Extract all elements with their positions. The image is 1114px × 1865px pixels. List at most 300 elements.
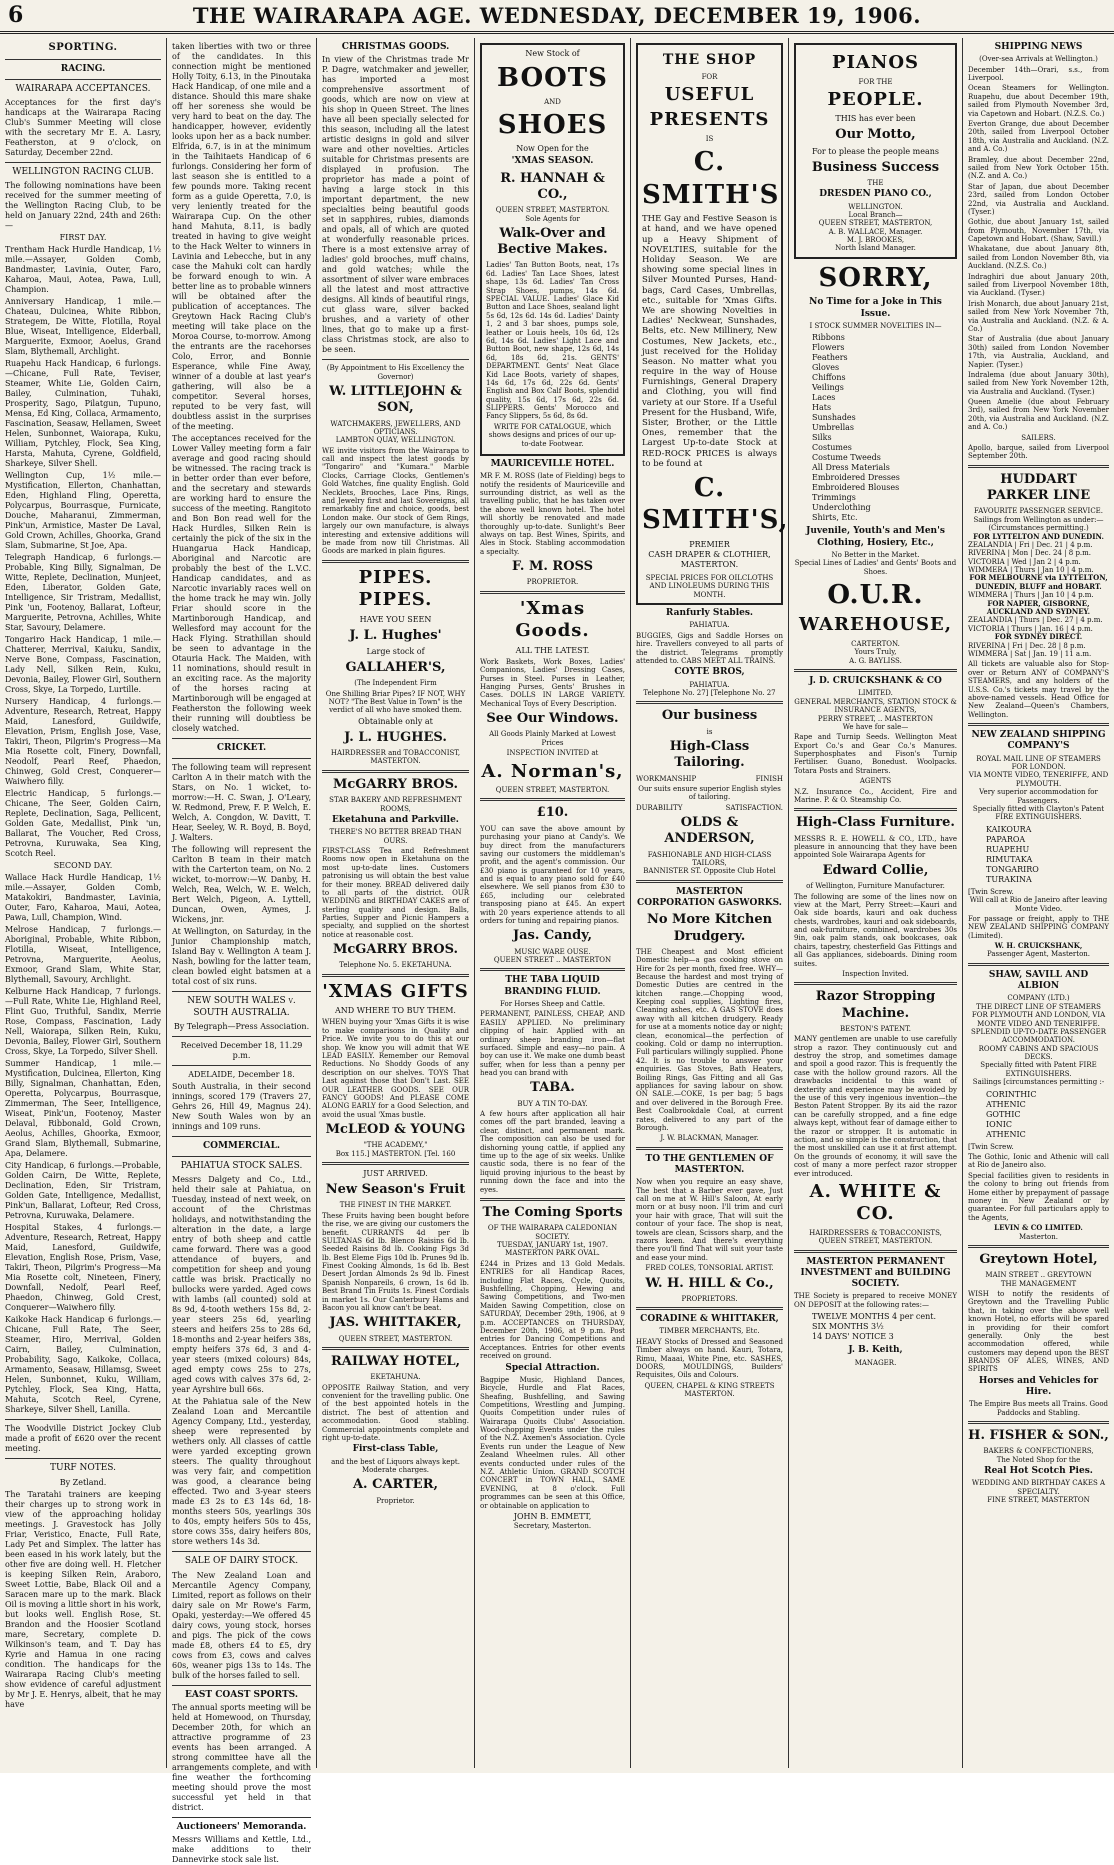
ad-line: Special Lines of Ladies' and Gents' Boots and Shoes.: [794, 559, 957, 576]
ad-line: PREMIER: [689, 539, 730, 549]
ad-line: MANAGER.: [854, 1358, 897, 1367]
advertiser-name: H. FISHER & SON.,: [968, 1428, 1109, 1444]
paragraph: The annual sports meeting will be held at Homewood, on Thursday, December 20th, for which an attractive programme of 23 events has been arranged. A strong committee have all the arrangements complete, and with fine weather the forthcoming meeting should prove the most successful yet held in that district.: [172, 1702, 311, 1812]
advertiser-name: C. SMITH'S: [642, 147, 780, 210]
ad-copy: Our suits ensure superior English styles of tailoring.: [638, 784, 781, 802]
novelty-item: Embroidered Blouses: [812, 483, 900, 493]
ad-headline: First-class Table,: [352, 1444, 439, 1455]
ad-line: No Better in the Market.: [831, 550, 920, 559]
paragraph: Summer Handicap, 1 mile.—Mystification, Dulcinea, Ellerton, King Billy, Signalman, Chanhattan, Eden, Operetta, Polycarpus, Bourrasque, Zimmerman, The Seer, Intelligence, Wiseat, Pink'un, Footenoy, Master Delaval, Ribbonald, Gold Crown, Aeolus, Achilles, Ghoorka, Exmoor, Grand Slam, Blythemall, Submarine, Apa, Delamere.: [5, 1059, 161, 1159]
article-heading: SALE OF DAIRY STOCK.: [184, 1556, 299, 1567]
ad-subheadline: THE FINEST IN THE MARKET.: [339, 1201, 452, 1210]
ad-subheadline: Special Attraction.: [505, 1362, 600, 1373]
advertiser-trade: CASH DRAPER & CLOTHIER,: [648, 549, 771, 559]
route-heading: FOR NAPIER, GISBORNE, AUCKLAND AND SYDNEY.: [986, 598, 1091, 617]
ad-copy: Ladies' Tan Button Boots, neat, 17s 6d. Ladies' Tan Lace Shoes, latest shape, 13s 6d. Ladies' Tan Cross Strap Shoes, pumps, 14s 6d. SPECIAL VALUE. Ladies' Glace Kid Button and Lace Shoes, sealand light 5s 6d, 12s 6d. 14s 6d. Ladies' Dainty 1, 2 and 3 bar shoes, pumps sole, leather or Louis heels, 10s 6d, 12s 6d, 14s 6d. Ladies' Light Lace and Button Boot, new shape, 12s 6d, 14s 6d, 18s 6d, 21s. GENTS' DEPARTMENT. Gents' Neat Glace Kid Lace Boots, variety of shapes, 14s 6d, 17s 6d, 22s 6d. Gents' English and Box Calf Boots, splendid quality, 15s 6d, 17s 6d, 22s 6d. SLIPPERS. Gents' Morocco and Fancy Slippers, 5s 6d, 8s 6d.: [486, 261, 619, 421]
advertiser-address: MASTERTON.: [680, 559, 739, 569]
advertiser-name: OLDS & ANDERSON,: [664, 815, 755, 847]
ad-labels-row: [636, 775, 783, 783]
route-heading: FOR LYTTELTON AND DUNEDIN.: [973, 531, 1104, 541]
ad-copy: All Goods Plainly Marked at Lowest Prices: [489, 730, 616, 747]
ad-copy: THE Cheapest and Most efficient Domestic help—a gas cooking stove on Hire for 2s per month, fixed free. WHY—Because the hardest and most trying of Domestic Duties are centred in the kitchen range.—Chopping wood, Keeping coal supplies, Lighting fires, Cleaning ashes, etc. A GAS STOVE does away with all kitchen drudgery. Ready for use at a moments notice day or night; clean, economical—the perfection of cooking. Cold or damp no interruption. Full particulars willingly supplied. Phone 42. It is no trouble to answer your enquiries. Gas Stoves, Bath Heaters, Boiling Rings, Gas Fitting and all Gas appliances for saving labour on show. ON SALE.—COKE, 1s per bag; 5 bags and over delivered in the Borough Free. Best Coalbrookdale Coal, at current rates, delivered to any part of the Borough.: [636, 947, 783, 1132]
advertiser-name: W. H. CRUICKSHANK,: [994, 941, 1083, 951]
novelty-item: Hats: [812, 403, 832, 413]
ad-line: Proprietor.: [376, 1496, 415, 1505]
column-smiths-ads: [630, 38, 788, 1768]
ad-headline: SHAW, SAVILL AND ALBION: [988, 969, 1089, 992]
novelty-list: [812, 333, 957, 523]
ad-copy: All tickets are valuable also for Stop-over or Return ANY of COMPANY'S STEAMERS, and any holders of the U.S.S. Co.'s tickets may travel by the above-named vessels. Head Office for New Zealand—Queen's Chambers, Wellington.: [968, 660, 1109, 719]
advertiser-address: QUEEN STREET, MASTERTON.: [818, 1237, 933, 1246]
smiths-ad: [636, 43, 789, 605]
paragraph: Electric Handicap, 5 furlongs.—Chicane, The Seer, Golden Cairn, Replete, Declination, Saga, Pellicent, Golden Gate, Medallist, Pink 'un, Ballarat, The Voucher, Red Cross, Petrovna, Kuruwaka, Sea King, Scotch Reel.: [5, 789, 161, 859]
ad-headline: High-Class Tailoring.: [669, 739, 750, 771]
ad-line: For Horses Sheep and Cattle.: [500, 999, 605, 1008]
paragraph: Messrs Williams and Kettle, Ltd., make additions to their Dannevirke stock sale list.: [172, 1835, 311, 1864]
advertiser-trade: "THE ACADEMY,": [363, 1141, 428, 1150]
advertiser-name: A. WHITE & CO.: [809, 1180, 942, 1225]
ad-line: VIA MONTE VIDEO, TENERIFFE, AND PLYMOUTH.: [968, 771, 1109, 788]
paragraph: The New Zealand Loan and Mercantile Agency Company, Limited, report as follows on their dairy sale on Mr Rowe's Farm, Opaki, yesterday:—We offered 45 dairy cows, young stock, horses and pigs. The pick of the cows made £8, others £4 to £5, dry cows from £3, cows and calves 60s, weaner pigs 13s to 14s. The bulk of the horses failed to sell.: [172, 1570, 311, 1680]
article-heading: NEW SOUTH WALES v. SOUTH AUSTRALIA.: [187, 996, 296, 1018]
paragraph: The following will represent the Carlton B team in their match with the Carterton team, on No. 2 wicket, to-morrow:—W. Danby, H. Welch, Rea, Welch, W. E. Welch, Bert Welch, Pigeon, A. Lyttell, Duncan, Owen, Aymes, J. Wickens, jnr.: [172, 845, 311, 925]
ad-label: SATISFACTION.: [725, 803, 783, 812]
ad-line: AGENTS: [859, 777, 892, 786]
novelty-item: Shirts, Etc.: [812, 513, 858, 523]
ship-list: [986, 825, 1109, 885]
ship-name: GOTHIC: [986, 1109, 1021, 1119]
ad-line: SPLENDID UP-TO-DATE PASSENGER ACCOMMODATION.: [970, 1027, 1107, 1045]
paragraph: Telegraph Handicap, 6 furlongs.—Probable, King Billy, Signalman, De Witte, Replete, Declination, Munjeet, Eden, Liberator, Golden Gate, Intelligence, Sir Tristram, Medallist, Pink 'un, Footenoy, Ballarat, Lofteur, Marguerite, Petrovna, Achilles, White Star, Savoury, Delamere.: [5, 553, 161, 633]
ad-line: Telephone No. 27] [Telephone No. 27: [643, 688, 776, 697]
advertiser-name: Jas. Candy,: [512, 928, 593, 944]
rate-row: 14 DAYS' NOTICE 3: [812, 1332, 894, 1342]
advertiser-trade: of Wellington, Furniture Manufacturer.: [806, 882, 945, 891]
paragraph: Messrs Dalgety and Co., Ltd., held their sale at Pahiatua, on Tuesday, instead of next week, on account of the Christmas holidays, and notwithstanding the alteration in the date, a large entry of both sheep and cattle came forward. There was a good attendance of buyers, and competition for sheep and young cattle was brisk. Practically no bullocks were yarded. Aged cows with lambs (all counted) sold at 8s 9d, 4-tooth wethers 15s 8d, 2-year steers 25s 6d, yearling steers and heifers 25s to 28s 6d, 18-months and 2-year heifers 38s, empty heifers 37s 6d, 3 and 4-year steers (mixed colours) 84s, aged empty cows 25s to 27s, aged cows with calves 37s 6d, 2-year Ayrshire bull 66s.: [172, 1175, 311, 1395]
advertiser-name: COYTE BROS,: [674, 667, 745, 678]
ad-line: Obtainable only at: [358, 716, 433, 726]
advertiser-location: Masterton.: [1019, 1232, 1058, 1241]
advertiser-address: QUEEN, CHAPEL & KING STREETS MASTERTON.: [644, 1381, 775, 1399]
ad-copy: MESSRS R. E. HOWELL & CO., LTD., have pleasure in announcing that they have been appointed Sole Wairarapa Agents for: [794, 834, 957, 860]
paragraph: Kaikoke Hack Handicap 6 furlongs.—Chicane, Full Rate, The Seer, Steamer, Hiro, Merrival, Golden Cairn, Bailey, Culmination, Probability, Sago, Kaikoke, Collaca, Armamento, Seasaw, Hillamsg, Sweet Helen, Sunbonnet, Kuku, William, Pytchley, Flock, Sea King, Hatta, Mahuta, Scotch Reel, Cyrene, Sharkeye, Silver Shell, Lanilla.: [5, 1315, 161, 1415]
ad-copy: WISH to notify the residents of Greytown and the Travelling Public that, in taking over the above well known Hotel, no efforts will be spared in providing for their comfort generally. Only the best accommodation offered, while customers may depend upon the BEST BRANDS OF ALES, WINES, AND SPIRITS: [968, 1289, 1109, 1374]
rates-list: [812, 1312, 957, 1342]
ad-line: Will call at Rio de Janeiro after leaving Monte Video.: [969, 896, 1108, 913]
ad-line: PROPRIETORS.: [681, 1294, 738, 1303]
novelty-item: Embroidered Dresses: [812, 473, 900, 483]
paragraph: The Taratahi trainers are keeping their charges up to strong work in view of the approaching holiday meetings. J. Gravestock has Jolly Friar, Veristico, Enacte, Full Rate, Lady Pet and Simplex. The latter has been eased in his work lately, but the other five are doing well. H. Fletcher is keeping Silken Rein, Araboro, Sweet Lottie, Babe, Black Oil and a Saracen mare up to the mark. Black Oil is moving a little short in his work, but looks well. English Rose, St. Brandon and the Hoosier Scotland mare, Secretary, complete D. Wilkinson's team, and T. Day has Kyrie and Hamua in one racing condition. The handicaps for the Wairarapa Racing Club's meeting show evidence of careful adjustment by Mr J. E. Henrys, albeit, that he may have: [5, 1489, 161, 1709]
sailing-table: [968, 616, 1109, 633]
byline: By Telegraph—Press Association.: [173, 1021, 310, 1031]
advertiser-address: PERRY STREET, .. MASTERTON: [817, 714, 934, 723]
novelty-item: Flowers: [812, 343, 845, 353]
ad-label: DURABILITY: [636, 803, 683, 812]
advertiser-name: J. W. BLACKMAN, Manager.: [660, 1134, 759, 1143]
ad-subheadline: BESTON'S PATENT.: [839, 1024, 912, 1033]
sailing-row: WIMMERA | Thurs | Jan 10 | 4 p.m.: [968, 591, 1094, 600]
ad-headline: TO THE GENTLEMEN OF MASTERTON.: [645, 1153, 774, 1175]
advertiser-trade: GENERAL MERCHANTS, STATION STOCK & INSURANCE AGENTS,: [794, 697, 957, 715]
advertiser-address: Box 115.] MASTERTON. [Tel. 160: [335, 1149, 456, 1158]
subsection-heading: RACING.: [60, 63, 106, 74]
received-note: Received December 18, 11.29 p.m.: [180, 1040, 303, 1060]
ship-name: ATHENIC: [986, 1099, 1026, 1109]
advertiser-address: QUEEN STREET, MASTERTON.: [338, 1334, 453, 1343]
rate-row: TWELVE MONTHS 4 per cent.: [812, 1312, 936, 1322]
ad-line: WEDDING AND BIRTHDAY CAKES A SPECIALTY.: [971, 1479, 1106, 1496]
sailing-table: [968, 642, 1109, 659]
ad-copy: YOU can save the above amount by purchasing your piano at Candy's. We buy direct from the manufacturers saving our customers the middleman's profit, and the agent's commission. Our £30 piano is guaranteed for 10 years, and is equal to any piano sold for £40 elsewhere. We sell pianos from £30 to £65, including our celebrated transposing piano at £45. An expert with 20 years experience attends to all orders for tuning and repairing pianos.: [480, 824, 625, 926]
day-heading: FIRST DAY.: [59, 233, 107, 243]
ad-line: Now Open for the: [516, 144, 589, 154]
novelty-item: Chiffons: [812, 373, 846, 383]
boots-ad: [480, 43, 625, 456]
advertiser-trade: TIMBER MERCHANTS, Etc.: [659, 1327, 760, 1336]
shipping-entry: Star of Japan, due about December 23rd, sailed from London October 22nd, via Australia and Auckland. (Tyser.): [968, 182, 1109, 216]
shipping-entry: Gothic, due about January 1st, sailed from Plymouth, November 17th, via Capetown and Hobart. (Shaw, Savill.): [968, 218, 1109, 244]
ad-copy: WE invite visitors from the Wairarapa to call and inspect the latest goods by "Tongariro" and "Kumara." Marble Clocks, Carriage Clocks, Gentlemen's Gold Watches, fine quality English. Gold Necklets, Brooches, Lace Pins, Rings, and Jewelry first and last Sovereigns, all remarkably fine and choice, goods, best London make. Our stock of Gem Rings, largely our own manufacture, is always interesting and extensive additions will be made from now till Christmas. All Goods are marked in plain figures.: [322, 446, 469, 556]
novelty-item: Underclothing: [812, 503, 871, 513]
article-heading: Auctioneers' Memoranda.: [176, 1821, 307, 1832]
ad-line: Sailings [circumstances permitting :-: [972, 1078, 1105, 1087]
ad-headline: MAURICEVILLE HOTEL.: [490, 459, 615, 470]
section-heading: CRICKET.: [216, 743, 267, 753]
appointment-note: (By Appointment to His Excellency the Governor): [326, 364, 465, 381]
ad-line: is: [706, 727, 713, 736]
ad-copy: The following are some of the lines now on view at the Mart, Perry Street:—Kauri and Oak side boards, kauri and oak duchess chests, wardrobes, kauri and oak sideboards, and oak-furniture, combined, wardrobes 30s 9in, oak palm stands, oak bookcases, oak chairs, tapestry, chesterfield Gas Fittings and all Gas appliances, sideboards. Dining room suites.: [794, 892, 957, 968]
ad-line: Passenger Agent, Masterton.: [986, 950, 1091, 959]
advertiser-location: Eketahuna and Parkville.: [332, 814, 459, 825]
article-heading: WELLINGTON RACING CLUB.: [12, 167, 154, 177]
paragraph: Ruapehu Hack Handicap, 6 furlongs.—Chicane, Full Rate, Teviser, Steamer, White Lie, Golden Cairn, Bailey, Culmination, Tuhaki, Prosperity, Sago, Pilatgun, Tupuno, Mensa, Ed King, Collaca, Armamento, Fascination, Seasaw, Hellamen, Sweet Helen, Sunbonnet, Waiorapa, Kuku, William, Pytchley, Flock, Sea King, Harsta, Mahuta, Cyrene, Goldfield, Sharkeye, Silver Shell.: [5, 359, 161, 469]
ad-headline: HUDDART PARKER LINE: [986, 471, 1091, 504]
advertiser-name: J. B. Keith,: [848, 1345, 903, 1356]
advertiser-address: Telephone No. 5. EKETAHUNA.: [339, 961, 452, 970]
sailing-row: RIVERINA | Mon | Dec. 24 | 8 p.m.: [968, 549, 1092, 558]
shipping-entry: Apollo, barque, sailed from Liverpool September 20th.: [968, 444, 1109, 461]
ship-name: RUAPEHU: [986, 844, 1030, 854]
ad-headline: THE TABA LIQUID BRANDING FLUID.: [504, 975, 601, 997]
ad-line: and the best of Liquors always kept. Moderate charges.: [331, 1457, 460, 1475]
ad-headline: PEOPLE.: [827, 88, 924, 110]
ad-line: COMPANY (LTD.): [1007, 994, 1070, 1003]
shipping-entry: Everton Grange, due about December 20th, sailed from Liverpool October 18th, via Australia and Auckland. (N.Z. and A. Co.): [968, 119, 1109, 154]
column-shipping: [962, 38, 1114, 1768]
advertiser-name: CORADINE & WHITTAKER,: [640, 1314, 779, 1325]
novelty-item: Costume Tweeds: [812, 453, 881, 463]
advertiser-name: W. LITTLEJOHN & SON,: [329, 384, 462, 416]
ad-headline: The Coming Sports: [482, 1205, 623, 1220]
advertiser-address: QUEEN STREET .. MASTERTON: [493, 956, 612, 965]
manager-title: North Island Manager.: [835, 244, 916, 253]
ad-line: Inspection Invited.: [842, 970, 909, 979]
shipping-entry: Star of Australia (due about January 30th) sailed from London November 17th, via Australia, Auckland, and Napier. (Tyser.): [968, 335, 1109, 369]
dateline: ADELAIDE, December 18.: [188, 1069, 295, 1079]
shipping-entry: Queen Amelie (due about February 3rd), sailed from New York November 20th, via Australia and Auckland. (N.Z. and A. Co.): [968, 398, 1109, 432]
ad-line: HAVE YOU SEEN: [359, 614, 432, 624]
ship-name: PAPAROA: [986, 834, 1026, 844]
ad-copy: MANY gentlemen are unable to use carefully strop a razor. They continuously cut and destroy the strop, and sometimes damage and spoil a good razor. This is frequently the case with the hollow ground razors. All the drawbacks incidental to this want of dexterity and experience may be avoided by the use of this very ingenious invention—the Beston Patent Stropper. By its aid the razor can be carefully stropped, and a fine edge always kept, without fear of damage either to the razor or stropper. It is automatic in action, and so simple is the construction, that the most unskilled can use it at first attempt. On the grounds of economy, it will save the cost of many a more perfect razor stropper ever introduced.: [794, 1035, 957, 1178]
column-christmas-ads: [316, 38, 474, 1768]
ad-line: FRED COLES, TONSORIAL ARTIST.: [645, 1264, 774, 1273]
paragraph: At Wellington, on Saturday, in the Junior Championship match, Island Bay v. Wellington A team J. Nash, bowling for the latter team, clean bowled eight batsmen at a total cost of six runs.: [172, 927, 311, 987]
ad-subheadline: Business Success: [811, 159, 940, 175]
sailing-row: ZEALANDIA | Fri | Dec. 21 | 4 p.m.: [968, 540, 1093, 549]
novelty-item: Costumes: [812, 443, 852, 453]
ad-headline: New Season's Fruit: [325, 1182, 466, 1198]
ad-line: New Stock of: [525, 49, 580, 58]
ship-name: ATHENIC: [986, 1129, 1026, 1139]
novelty-item: Sunshades: [812, 413, 856, 423]
ad-headline: High-Class Furniture.: [796, 815, 955, 831]
ad-copy: A few hours after application all hair comes off the part branded, leaving a clear, distinct, and permanent mark. The composition can also be used for dishorning young cattle, if applied any time up to the age of six weeks. Unlike caustic soda, there is no fear of the liquid proving injurious to the beast by running down the face and into the eyes.: [480, 1110, 625, 1194]
column-pianos-ads: [788, 38, 962, 1768]
shipping-entry: Indralema (due about January 30th), sailed from New York November 12th, via Australia and Auckland. (Tyser.): [968, 370, 1109, 396]
ad-label: WORKMANSHIP: [636, 774, 697, 783]
advertiser-name: W. H. HILL & Co.,: [645, 1275, 774, 1291]
paragraph: Anniversary Handicap, 1 mile.—Chateau, Dulcinea, White Ribbon, Strategem, De Witte, Flotilla, Royal Blue, Wiseat, Intelligence, Elderball, Marguerite, Exmoor, Aoelus, Grand Slam, Blythemall, Archlight.: [5, 297, 161, 357]
column-sports-commercial: [166, 38, 316, 1864]
advertiser-name: JAS. WHITTAKER,: [329, 1315, 462, 1331]
ad-line: Sailings from Wellington as under:—: [973, 515, 1104, 524]
ad-subheadline: ALL THE LATEST.: [515, 645, 590, 655]
sailing-row: WIMMERA | Sat | Jan. 19 | 11 a.m.: [968, 649, 1092, 658]
ad-headline: BOOTS: [497, 63, 608, 93]
section-heading: SHIPPING NEWS: [994, 42, 1083, 52]
ad-line: I STOCK SUMMER NOVELTIES IN—: [809, 321, 942, 330]
ad-copy: HEAVY Stocks of Dressed and Seasoned Timber always on hand. Kauri, Totara, Rimu, Maaai, White Pine, etc. SASHES, DOORS, MOULDINGS, Builders' Requisites, Oils and Colours.: [636, 1337, 783, 1380]
paragraph: Kelburne Hack Handicap, 7 furlongs.—Full Rate, White Lie, Highland Reel, Flint Guo, Truthful, Sandix, Merrie Rose, Compass, Fascination, Lady Nell, Waiorapa, Silken Rein, Kuku, Devonia, Bailey, Flower Girl, Southern Cross, Skye, La Torpedo, Silver Shell.: [5, 987, 161, 1057]
brand-name: GALLAHER'S,: [345, 660, 446, 676]
ad-subheadline: No More Kitchen Drudgery.: [646, 912, 773, 944]
advertiser-name: JOHN B. EMMETT,: [513, 1512, 592, 1521]
ad-copy: For passage or freight, apply to THE NEW ZEALAND SHIPPING COMPANY (Limited).: [968, 914, 1109, 940]
advertiser-trade: STAR BAKERY AND REFRESHMENT ROOMS,: [329, 796, 462, 813]
advertiser-trade: WATCHMAKERS, JEWELLERS, AND OPTICIANS.: [330, 419, 461, 436]
ad-subheadline: Juvenile, Youth's and Men's Clothing, Hosiery, Etc.,: [806, 526, 945, 548]
ad-copy: One Shilling Briar Pipes? IF NOT, WHY NOT? "The Best Value in Town" is the verdict of all who have smoked them.: [325, 689, 466, 715]
newspaper-title: THE WAIRARAPA AGE. WEDNESDAY, DECEMBER 19, 1906.: [192, 3, 922, 28]
ad-line: PROPRIETOR.: [526, 578, 579, 587]
paragraph: The following nominations have been received for the summer meeting of the Wellington Racing Club, to be held on January 22nd, 24th and 26th:—: [5, 181, 161, 231]
advertiser-trade: MUSIC WARE OUSE.: [514, 947, 591, 956]
section-heading: CHRISTMAS GOODS.: [341, 42, 450, 52]
novelty-item: Laces: [812, 393, 836, 403]
ad-headline: MASTERTON CORPORATION GASWORKS.: [637, 886, 782, 908]
advertiser-location: PAHIATUA.: [689, 680, 730, 689]
byline: By Zetland.: [59, 1477, 107, 1487]
ship-name: CORINTHIC: [986, 1089, 1037, 1099]
paragraph: Tongariro Hack Handicap, 1 mile.—Chatterer, Merrival, Kaiuku, Sandix, Nerve Bone, Compass, Fascination, Lady Nell, Silken Rein, Kuku, Devonia, Bailey, Flower Girl, Southern Cross, Skye, La Torpedo, Lurtille.: [5, 635, 161, 695]
paragraph: Hospital Stakes, 4 furlongs.—Adventure, Research, Retreat, Happy Maid, Lanesford, Guildwife, Elevation, English Rose, Prism, Vase, Takiri, Theon, Pilgrim's Progress—Ma Mia Rosette colt, Nineteen, Finery, Downfall, Nedolf, Pearl Reef, Phaedon, Chinweg, Gold Crest, Conquerer—Waiwhero filly.: [5, 1223, 161, 1313]
ad-line: Sole Agents for: [525, 214, 580, 223]
ad-line: We have for sale—: [842, 722, 909, 731]
ad-headline: SORRY,: [818, 262, 933, 293]
sailing-row: VICTORIA | Wed | Jan 2 | 4 p.m.: [968, 557, 1081, 566]
ad-subheadline: OF THE WAIRARAPA CALEDONIAN SOCIETY.: [487, 1224, 618, 1241]
ad-line: SPECIAL PRICES FOR OILCLOTHS AND LINOLEUMS DURING THIS MONTH.: [645, 573, 774, 599]
masthead: [0, 0, 1114, 34]
rate-row: SIX MONTHS 3½: [812, 1322, 884, 1332]
ad-subheadline: AND WHERE TO BUY THEM.: [335, 1006, 456, 1016]
ad-copy: Now when you require an easy shave, The best that a Barber ever gave, Just call on me at W. Hill's Saloon, At early morn or at busy noon. I'll trim and curl your hair with grace, That will suit the contour of your face. The shop is neat, towels are clean, Scissors sharp, and the razors keen. And there's everything there you'll find That will suit your taste and ease your mind.: [636, 1178, 783, 1262]
column-shop-ads: [474, 38, 630, 1768]
ad-headline: NEW ZEALAND SHIPPING COMPANY'S: [971, 730, 1106, 752]
brand-name: TABA.: [530, 1080, 575, 1096]
ad-copy: Bagpipe Music, Highland Dances, Bicycle, Hurdle and Flat Races, Sheafing, Bushfelling, and Sawing Competitions, Wrestling and Jumping. Quoits Competition under rules of Wairarapa Quoits Clubs' Association. Wood-chopping Events under the rules of the N.Z. Axemen's Association. Cycle Events run under the League of New Zealand Wheelmen rules. All other events conducted under rules of the N.Z. Athletic Union. GRAND SCOTCH CONCERT in TOWN HALL, SAME EVENING, at 8 o'clock. Full programmes can be seen at this Office, or obtainable on application to: [480, 1375, 625, 1510]
ad-line: LIMITED.: [858, 689, 893, 698]
paragraph: Wallace Hack Hurdle Handicap, 1½ mile.—Assayer, Golden Comb, Matakokiri, Bandmaster, Lavinia, Outer, Faro, Kaharoa, Maui, Aotea, Pawa, Lull, Champion, Wind.: [5, 873, 161, 923]
novelty-item: Trimmings: [812, 493, 856, 503]
ad-copy: THE Gay and Festive Season is at hand, and we have opened up a Heavy Shipment of NOVELTIES, suitable for the Holiday Season. We are showing some special lines in Silver Mounted Purses, Hand-bags, Card Cases, Umbrellas, etc., suitable for 'Xmas Gifts. We are showing Novelties in Ladies' Neckwear, Sunshades, Belts, etc. New Millinery, New Costumes, New Jackets, etc., just received for the Holiday Season. No matter what you require in the way of House Furnishings, General Drapery and Clothing, you will find variety at our Store. If a Useful Present for the Husband, Wife, Sister, Brother, or the Little Ones, remember that the Largest Up-to-date Stock at RED-ROCK PRICES is always to be found at: [642, 214, 777, 469]
ad-line: The Empire Bus meets all Trains. Good Paddocks and Stabling.: [968, 1400, 1109, 1417]
ad-line: THIS has ever been: [835, 114, 916, 124]
advertiser-name: J. D. CRUICKSHANK & CO: [809, 676, 942, 687]
shipping-entry: Bramley, due about December 22nd, sailed from New York October 15th. (N.Z. and A. Co.): [968, 155, 1109, 181]
novelty-item: Feathers: [812, 353, 848, 363]
paragraph: In view of the Christmas trade Mr P. Dagre, watchmaker and jeweller, has imported a most comprehensive assortment of goods, which are now on view at his shop in Queen Street. The lines have all been specially selected for this season, including all the latest artistic designs in gold and silver ware and other novelties. Articles suitable for Christmas presents are displayed in profusion. The proprietor has made a point of having a large stock in this important department, the new specialties being beautiful goods set in sapphires, rubies, diamonds and opals, all of which are quoted at wonderfully reasonable prices. There is a most extensive array of ladies' gold brooches, muff chains, and gold watches; while the assortment of silver ware embraces all the latest and most attractive designs. All kinds of beautiful rings, cut glass ware, silver backed brushes, and a variety of other lines, that go to make up a first-class Christmas stock, are also to be seen.: [322, 55, 469, 355]
ad-headline: USEFUL: [664, 83, 755, 105]
article-heading: PAHIATUA STOCK SALES.: [180, 1161, 303, 1171]
ad-subheadline: Walk-Over and Bective Makes.: [497, 225, 608, 258]
ad-subheadline: Horses and Vehicles for Hire.: [978, 1375, 1099, 1398]
ad-line: THE: [867, 178, 884, 187]
novelty-item: Silks: [812, 433, 832, 443]
advertiser-address: QUEEN STREET, MASTERTON.: [495, 206, 610, 215]
ad-line: Specially fitted with Clayton's Patent FIRE EXTINGUISHERS.: [972, 804, 1105, 822]
ad-line: BUY A TIN TO-DAY.: [517, 1099, 588, 1108]
shipping-entry: December 14th—Orari, s.s., from Liverpool.: [968, 65, 1109, 83]
route-heading: FOR MELBOURNE via LYTTELTON, DUNEDIN, BLUFF and HOBART.: [969, 573, 1108, 591]
ad-copy: OPPOSITE Railway Station, and very convenient for the travelling public. One of the best appointed hotels in the district. The best of attention and accommodation. Good stabling. Commercial appointments complete and right up-to-date.: [322, 1383, 469, 1443]
advertiser-location: PAHIATUA.: [689, 621, 730, 630]
paragraph: Melrose Handicap, 7 furlongs.—Aboriginal, Probable, White Ribbon, Flotilla, Wiseat, Intelligence, Petrovna, Marguerite, Aeolus, Exmoor, Grand Slam, White Star, Blythemall, Savoury, Archlight.: [5, 925, 161, 985]
ad-label: FINISH: [755, 774, 783, 783]
section-heading: SPORTING.: [48, 42, 118, 53]
ad-copy: The Gothic, Ionic and Athenic will call at Rio de Janeiro also.: [968, 1153, 1109, 1170]
advertiser-name: A. Norman's,: [481, 760, 624, 782]
advertiser-name: J. L. HUGHES.: [344, 729, 447, 745]
article-heading: TURF NOTES.: [49, 1463, 116, 1474]
ad-line: Very superior accommodation for Passengers.: [979, 788, 1098, 805]
ad-line: AND: [544, 97, 561, 106]
advertiser-name: A. G. BAYLISS.: [849, 656, 902, 665]
section-heading: COMMERCIAL.: [202, 1140, 281, 1151]
advertiser-name: RAILWAY HOTEL,: [330, 1354, 461, 1370]
column-sporting: [0, 38, 166, 1768]
advertiser-trade: FASHIONABLE AND HIGH-CLASS TAILORS,: [647, 850, 772, 867]
paragraph: South Australia, in their second innings, scored 179 (Travers 27, Gehrs 26, Hill 49, Magnus 24). New South Wales won by an innings and 109 runs.: [172, 1081, 311, 1131]
advertiser-name: McGARRY BROS.: [332, 776, 459, 792]
ad-line: [Twin Screw.: [968, 1142, 1014, 1151]
ad-copy: Rape and Turnip Seeds. Wellington Meat Export Co.'s and Gear Co.'s Manures. Superphosphates and Fison's Turnip Fertiliser. Guano, Bonedust. Woolpacks. Totara Posts and Strainers.: [794, 733, 957, 775]
ad-line: For to please the people means: [811, 146, 940, 156]
ad-line: Local Branch—: [848, 210, 903, 219]
advertiser-name: McGARRY BROS.: [332, 942, 459, 958]
ad-line: (The Independent Firm: [354, 679, 437, 688]
ad-copy: These Fruits having been bought before the rise, we are giving our customers the benefit. CURRANTS 4d per lb SULTANAS 6d lb. Blenco Raisins 6d lb. Seeded Raisins 8d lb. Cooking Figs 3d lb. Best Eleme Figs 10d lb. Prunes 9d lb. Finest Cooking Almonds, 1s 6d lb. Best Desert Jordan Almonds 2s 9d lb. Finest Spanish Nonpareils, 6 crown, 1s 6d lb. Best Brand Tin Fruits 1s. Finest Cordials in market 1s. Our Canterbury Hams and Bacon you all know can't be beat.: [322, 1211, 469, 1313]
ad-copy: BUGGIES, Gigs and Saddle Horses on hire. Travellers conveyed to all parts of the district. Telegrams promptly attended to. CABS MEET ALL TRAINS.: [636, 631, 783, 665]
ad-labels-row: [636, 804, 783, 812]
ad-headline: Ranfurly Stables.: [665, 608, 754, 619]
shipping-entry: Ocean Steamers for Wellington. Ruapehu, due about December 19th, sailed from Plymouth November 3rd, via Capetown and Hobart. (N.Z.S. Co.): [968, 84, 1109, 118]
paragraph: The acceptances received for the Lower Valley meeting form a fair average and good racing should be witnessed. The racing track is in better order than ever before, and the secretary and stewards are working hard to ensure the success of the meeting. Rangitoto and Bon Bon read well for the Hack Hurdles, Silken Rein is certainly the pick of the six in the Huangarua Hack Handicap, Aboriginal and Narcotic are probably the best of the L.V.C. Handicap candidates, and as Narcotic invariably races well on the home track he may win. Jolly Friar should score in the Martinborough Handicap, and Wellesford may account for the Hack Flying. Strathillan should be seen to advantage in the Otauria Hack. The Maiden, with 11 nominations, should result in an exciting race. As the majority of the horses racing at Martinborough will be engaged at Featherston the following week their running will doubtless be closely watched.: [172, 434, 312, 733]
advertiser-name: J. L. Hughes': [349, 627, 442, 643]
ad-line: The Noted Shop for the: [996, 1455, 1081, 1464]
ad-line: Secretary, Masterton.: [513, 1522, 592, 1530]
shipping-entry: Irish Monarch, due about January 21st, sailed from New York November 7th, via Australia and Auckland. (N.Z. & A. Co.): [968, 299, 1109, 333]
advertiser-address: QUEEN STREET, MASTERTON.: [495, 786, 610, 795]
advertiser-name: C. SMITH'S,: [642, 472, 789, 536]
ad-headline: SHOES: [497, 109, 608, 140]
ad-line: FOR: [701, 72, 718, 81]
route-heading: FOR SYDNEY DIRECT.: [994, 632, 1083, 642]
paragraph: The Woodville District Jockey Club made a profit of £620 over the recent meeting.: [5, 1424, 161, 1454]
advertiser-location: EKETAHUNA.: [370, 1373, 421, 1382]
sailing-row: ZEALANDIA | Thurs | Dec. 27 | 4 p.m.: [968, 616, 1103, 625]
page-number: 6: [8, 2, 24, 28]
manager-name: M. J. BROOKES,: [846, 236, 905, 245]
ship-name: RIMUTAKA: [986, 854, 1033, 864]
section-subheading: (Over-sea Arrivals at Wellington.): [979, 55, 1098, 64]
ad-line: FOR THE: [858, 77, 893, 86]
advertiser-name: Edward Collie,: [822, 862, 929, 878]
ad-headline: £10.: [536, 805, 569, 821]
ad-headline: MASTERTON PERMANENT INVESTMENT and BUILDING SOCIETY.: [800, 1256, 951, 1290]
advertiser-name: LEVIN & CO LIMITED.: [994, 1223, 1083, 1233]
ad-headline: Greytown Hotel,: [979, 1251, 1098, 1267]
ad-line: THE DIRECT LINE OF STEAMERS FOR PLYMOUTH AND LONDON, VIA MONTE VIDEO AND TENERIFFE.: [971, 1002, 1106, 1028]
paragraph: The following team will represent Carlton A in their match with the Stars, on No. 1 wicket, to-morrow:—H. C. Swan, J. O'Leary, W. Redmond, Prew, F. P. Welch, E. Welch, A. Congdon, W. Davitt, T. Hear, Seeley, W. R. Boyd, B. Boyd, J. Walters.: [172, 763, 311, 843]
paragraph: City Handicap, 6 furlongs.—Probable, Golden Cairn, De Witte, Replete, Declination, Eden, Sir Tristram, Golden Gate, Intelligence, Medallist, Pink'un, Ballarat, Lofteur, Red Cross, Petrovna, Kuruwaka, Delamere.: [5, 1161, 161, 1221]
advertiser-trade: HAIRDRESSER and TOBACCONIST, MASTERTON.: [330, 749, 461, 766]
ad-line: INSPECTION INVITED at: [506, 749, 599, 758]
ad-copy: N.Z. Insurance Co., Accident, Fire and Marine. P. & O. Steamship Co.: [794, 787, 957, 805]
advertiser-location: CARTERTON.: [851, 639, 900, 648]
ad-headline: 'Xmas Goods.: [515, 597, 590, 642]
ad-copy: PERMANENT, PAINLESS, CHEAP, AND EASILY APPLIED. No preliminary clipping of hair. Applied with an ordinary sheep branding iron—flat surfaced. Simple and easy—no pain. A boy can use it. We make one dumb beast suffer, when for less than a penny per head you can brand with: [480, 1010, 625, 1078]
paragraph: Trentham Hack Hurdle Handicap, 1½ mile.—Assayer, Golden Comb, Bandmaster, Lavinia, Outer, Faro, Kaharoa, Maui, Aotea, Pawa, Lull, Champion.: [5, 245, 161, 295]
ad-line: Specially fitted with Patent FIRE EXTINGUISHERS.: [980, 1061, 1097, 1078]
ad-subheadline: See Our Windows.: [486, 711, 619, 727]
ad-line: THE MANAGEMENT: [1000, 1279, 1077, 1288]
ship-name: KAIKOURA: [986, 824, 1032, 834]
novelty-item: Gloves: [812, 363, 840, 373]
ad-copy: THE Society is prepared to receive MONEY ON DEPOSIT at the following rates:—: [794, 1292, 957, 1309]
novelty-item: Ribbons: [812, 333, 845, 343]
ad-headline: PIPES. PIPES.: [358, 566, 433, 611]
article-heading: WAIRARAPA ACCEPTANCES.: [15, 83, 151, 94]
ad-subheadline: Real Hot Scotch Pies.: [984, 1466, 1093, 1477]
paragraph: taken liberties with two or three of the candidates. In this connection might be mentioned Holly Toity, 6.13, in the Pinoutaka Hack Handicap, of one mile and a distance. Should this mare shake off her soreness she would be very hard to beat on the day. The handicapper, however, evidently looks upon her as a back number. Elfrida, 6.7, is in at the minimum in the Taihitaets Handicap of 6 furlongs. Considering her form of last season she is entitled to a few pounds more. Taking recent form as a guide Operetta, 7.0, is very leniently treated for the Wairarapa Cup. On the other hand Mahuta, 8.11, is badly treated in having to give weight to the Hack Welter to winners in Lavinia and Lebecche, but in any case the Mahuki colt can hardly be forward enough to win. A better line as to probable winners will be obtained after the publication of acceptances. The Greytown Hack Racing Club's meeting will take place on the Moroa Course, to-morrow. Among the entrants are the racehorses Colo, Error, and Bonnie Esperance, while Fine Away, winner of a double at last year's gathering, will also be a competitor. Several horses, reputed to be very fast, will doubtless assist in the surprises of the meeting.: [172, 42, 311, 431]
advertiser-address: FINE STREET, MASTERTON: [987, 1496, 1090, 1505]
novelty-item: Veilings: [812, 383, 844, 393]
ad-subheadline: FAVOURITE PASSENGER SERVICE.: [973, 507, 1104, 516]
advertiser-name: DRESDEN PIANO CO.,: [819, 189, 932, 200]
ad-headline: WAREHOUSE,: [798, 614, 953, 636]
ad-line: THERE'S NO BETTER BREAD THAN OURS.: [329, 828, 462, 845]
advertiser-name: McLEOD & YOUNG: [325, 1122, 466, 1138]
advertiser-location: WELLINGTON.: [848, 202, 903, 211]
ad-subheadline: 'XMAS SEASON.: [511, 156, 594, 167]
manager-name: A. B. WALLACE, Manager.: [828, 227, 923, 236]
article-heading: EAST COAST SPORTS.: [185, 1689, 298, 1700]
ad-copy: MR F. M. ROSS (late of Fielding) begs to notify the residents of Mauriceville and surrounding district, as well as the travelling public, that he has taken over the above well known hotel. The hotel will shortly be renovated and made thoroughly up-to-date. Sunlight's Beer always on tap. Best Wines, Spirits, and Ales in Stock. Stabling accommodation a specialty.: [480, 472, 625, 556]
ad-headline: O.U.R.: [827, 579, 924, 610]
sailing-row: VICTORIA | Thurs | Jan. 16 | 4 p.m.: [968, 624, 1093, 633]
ad-headline: PRESENTS: [649, 109, 770, 131]
